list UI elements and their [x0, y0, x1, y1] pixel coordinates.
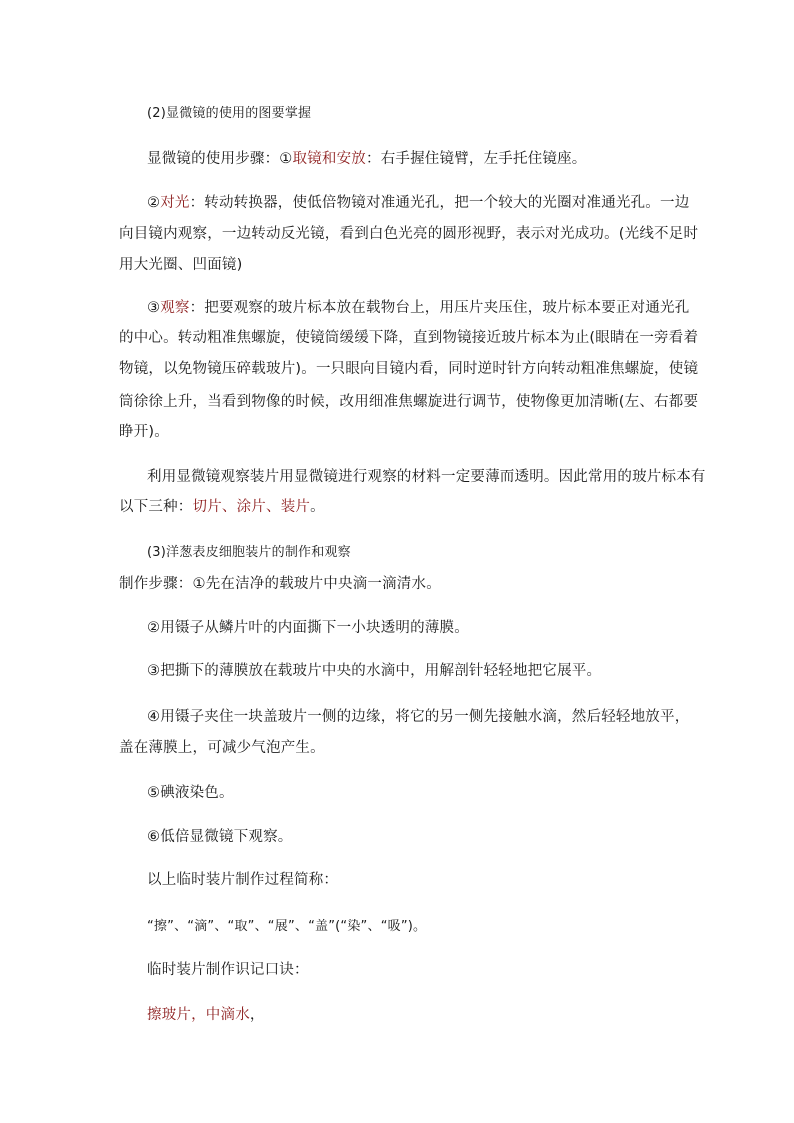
preparation-step-2: ②用镊子从鳞片叶的内面撕下一小块透明的薄膜。: [147, 620, 469, 636]
paragraph-slide-types-line-2: [119, 497, 325, 517]
slide-types-suffix: 。: [310, 499, 325, 515]
step-3-term: 观察: [160, 300, 190, 316]
paragraph-step-1: [147, 149, 587, 169]
step-1-text: ：右手握住镜臂，左手托住镜座。: [366, 151, 587, 167]
preparation-step-4-line-2: 盖在薄膜上，可减少气泡产生。: [119, 740, 325, 756]
paragraph-slide-types-line-1: 利用显微镜观察装片用显微镜进行观察的材料一定要薄而透明。因此常用的玻片标本有: [147, 469, 706, 485]
paragraph-step-2-line-3: 用大光圈、凹面镜): [119, 257, 243, 273]
paragraph-step-3-line-4: 筒徐徐上升，当看到物像的时候，改用细准焦螺旋进行调节，使物像更加清晰(左、右都要: [119, 394, 699, 410]
paragraph-step-3-line-1: [147, 298, 689, 318]
preparation-step-3: ③把撕下的薄膜放在载玻片中央的水滴中，用解剖针轻轻地把它展平。: [147, 663, 602, 679]
paragraph-step-2-line-1: [147, 193, 689, 213]
step-1-prefix: 显微镜的使用步骤：①: [147, 151, 293, 167]
preparation-step-6: ⑥低倍显微镜下观察。: [147, 829, 293, 845]
preparation-step-1: 制作步骤：①先在洁净的载玻片中央滴一滴清水。: [119, 576, 441, 592]
preparation-step-5: ⑤碘液染色。: [147, 785, 234, 801]
paragraph-step-3-line-2: 的中心。转动粗准焦螺旋，使镜筒缓缓下降，直到物镜接近玻片标本为止(眼睛在一旁看着: [119, 330, 699, 346]
section-3-title: (3)洋葱表皮细胞装片的制作和观察: [147, 545, 351, 560]
step-3-text: ：把要观察的玻片标本放在载物台上，用压片夹压住，玻片标本要正对通光孔: [189, 300, 690, 316]
step-3-number: ③: [147, 300, 161, 316]
preparation-step-4-line-1: ④用镊子夹住一块盖玻片一侧的边缘，将它的另一侧先接触水滴，然后轻轻地放平，: [147, 709, 690, 725]
section-2-title: (2)显微镜的使用的图要掌握: [147, 106, 312, 121]
summary-keywords: “擦”、“滴”、“取”、“展”、“盖”(“染”、“吸”)。: [147, 919, 427, 934]
step-2-term: 对光: [160, 195, 190, 211]
paragraph-step-2-line-2: 向目镜内观察，一边转动反光镜，看到白色光亮的圆形视野，表示对光成功。(光线不足时: [119, 226, 699, 242]
slide-types-terms: 切片、涂片、装片: [192, 499, 311, 515]
summary-intro: 以上临时装片制作过程简称：: [147, 872, 339, 888]
step-2-number: ②: [147, 195, 161, 211]
mnemonic-text: 擦玻片，中滴水: [147, 1007, 250, 1023]
step-1-term: 取镜和安放: [292, 151, 366, 167]
step-2-text: ：转动转换器，使低倍物镜对准通光孔，把一个较大的光圈对准通光孔。一边: [189, 195, 690, 211]
mnemonic-punctuation: ，: [249, 1007, 265, 1023]
mnemonic-line-1: [147, 1005, 265, 1025]
mnemonic-intro: 临时装片制作识记口诀：: [147, 962, 309, 978]
paragraph-step-3-line-3: 物镜，以免物镜压碎载玻片)。一只眼向目镜内看，同时逆时针方向转动粗准焦螺旋，使镜: [119, 361, 699, 377]
paragraph-step-3-line-5: 睁开)。: [119, 424, 169, 440]
slide-types-prefix: 以下三种：: [119, 499, 193, 515]
